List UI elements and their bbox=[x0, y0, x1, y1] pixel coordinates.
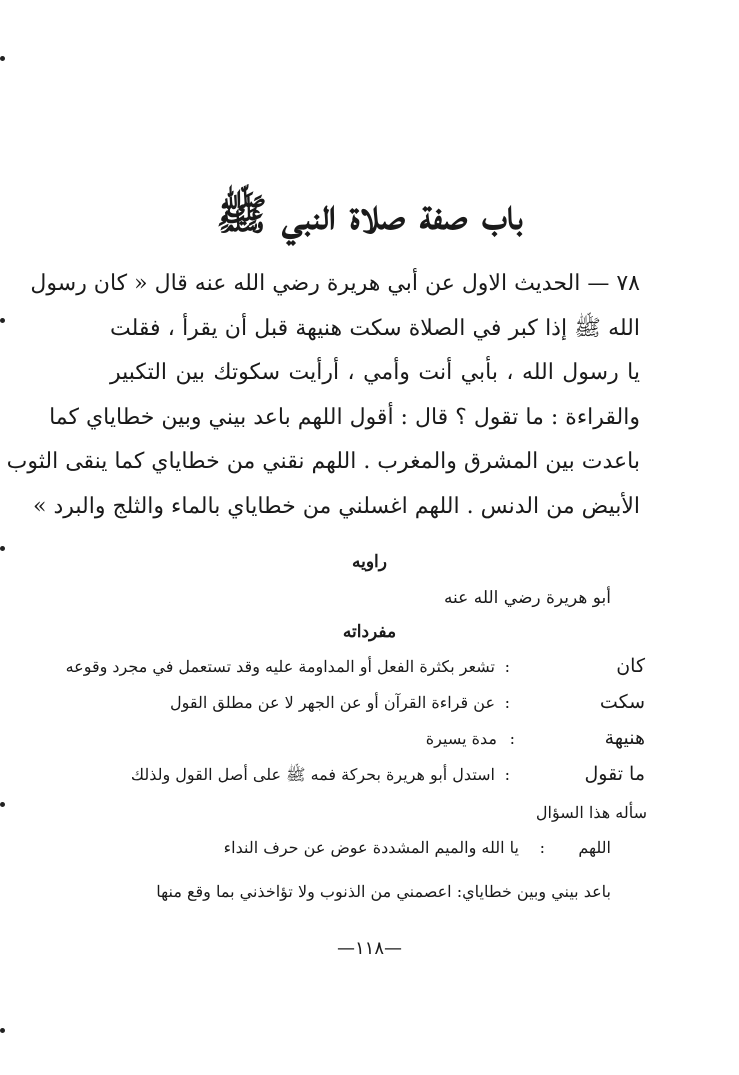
margin-dot-bottom bbox=[0, 1028, 5, 1033]
margin-dot-upper bbox=[0, 318, 5, 323]
hadith-line: يا رسول الله ، بأبي أنت وأمي ، أرأيت سكوتك بين التكبير bbox=[110, 360, 640, 386]
narrator-heading: راويه bbox=[352, 552, 387, 572]
vocab-row bbox=[100, 727, 645, 763]
vocab-term: ما تقول bbox=[584, 763, 645, 785]
vocab-meaning: يا الله والميم المشددة عوض عن حرف النداء bbox=[223, 838, 519, 857]
vocab-row bbox=[65, 655, 645, 691]
vocab-term: كان bbox=[616, 655, 645, 677]
hadith-line: ٧٨ — الحديث الاول عن أبي هريرة رضي الله عنه قال « كان رسول bbox=[30, 271, 640, 296]
vocab-colon: : bbox=[539, 838, 545, 857]
vocab-meaning: تشعر بكثرة الفعل أو المداومة عليه وقد تستعمل في مجرد وقوعه bbox=[65, 657, 495, 676]
hadith-text bbox=[6, 262, 640, 530]
vocab-list bbox=[65, 655, 645, 799]
vocab-meaning: عن قراءة القرآن أو عن الجهر لا عن مطلق القول bbox=[169, 693, 495, 712]
vocab-heading: مفرداته bbox=[342, 622, 397, 642]
chapter-title: باب صفة صلاة النبي ﷺ bbox=[216, 190, 523, 239]
hadith-line: الله ﷺ إذا كبر في الصلاة سكت هنيهة قبل أن يقرأ ، فقلت bbox=[110, 315, 640, 341]
vocab-continuation: سأله هذا السؤال bbox=[535, 803, 647, 822]
hadith-line: باعدت بين المشرق والمغرب . اللهم نقني من خطاياي كما ينقى الثوب bbox=[6, 449, 640, 475]
vocab-meaning: استدل أبو هريرة بحركة فمه ﷺ على أصل القول ولذلك bbox=[130, 765, 495, 784]
vocab-term: هنيهة bbox=[604, 727, 645, 749]
vocab-meaning: مدة يسيرة bbox=[425, 729, 497, 748]
vocab-row bbox=[100, 763, 645, 799]
hadith-line: الأبيض من الدنس . اللهم اغسلني من خطاياي بالماء والثلج والبرد » bbox=[33, 493, 640, 519]
vocab-colon: : bbox=[504, 765, 510, 784]
hadith-line: والقراءة : ما تقول ؟ قال : أقول اللهم باعد بيني وبين خطاياي كما bbox=[49, 404, 640, 430]
vocab-term: سكت bbox=[599, 691, 645, 713]
vocab-colon: : bbox=[509, 729, 515, 748]
vocab-colon: : bbox=[504, 657, 510, 676]
vocab-note: باعد بيني وبين خطاياي: اعصمني من الذنوب ولا تؤاخذني بما وقع منها bbox=[156, 882, 611, 901]
vocab-term: اللهم bbox=[578, 838, 611, 857]
narrator-text: أبو هريرة رضي الله عنه bbox=[443, 588, 611, 608]
vocab-colon: : bbox=[504, 693, 510, 712]
margin-dot-lower bbox=[0, 802, 5, 807]
margin-dot-middle bbox=[0, 546, 5, 551]
page-number: —١١٨— bbox=[336, 938, 402, 959]
margin-dot-top bbox=[0, 56, 5, 61]
vocab-row bbox=[100, 691, 645, 727]
